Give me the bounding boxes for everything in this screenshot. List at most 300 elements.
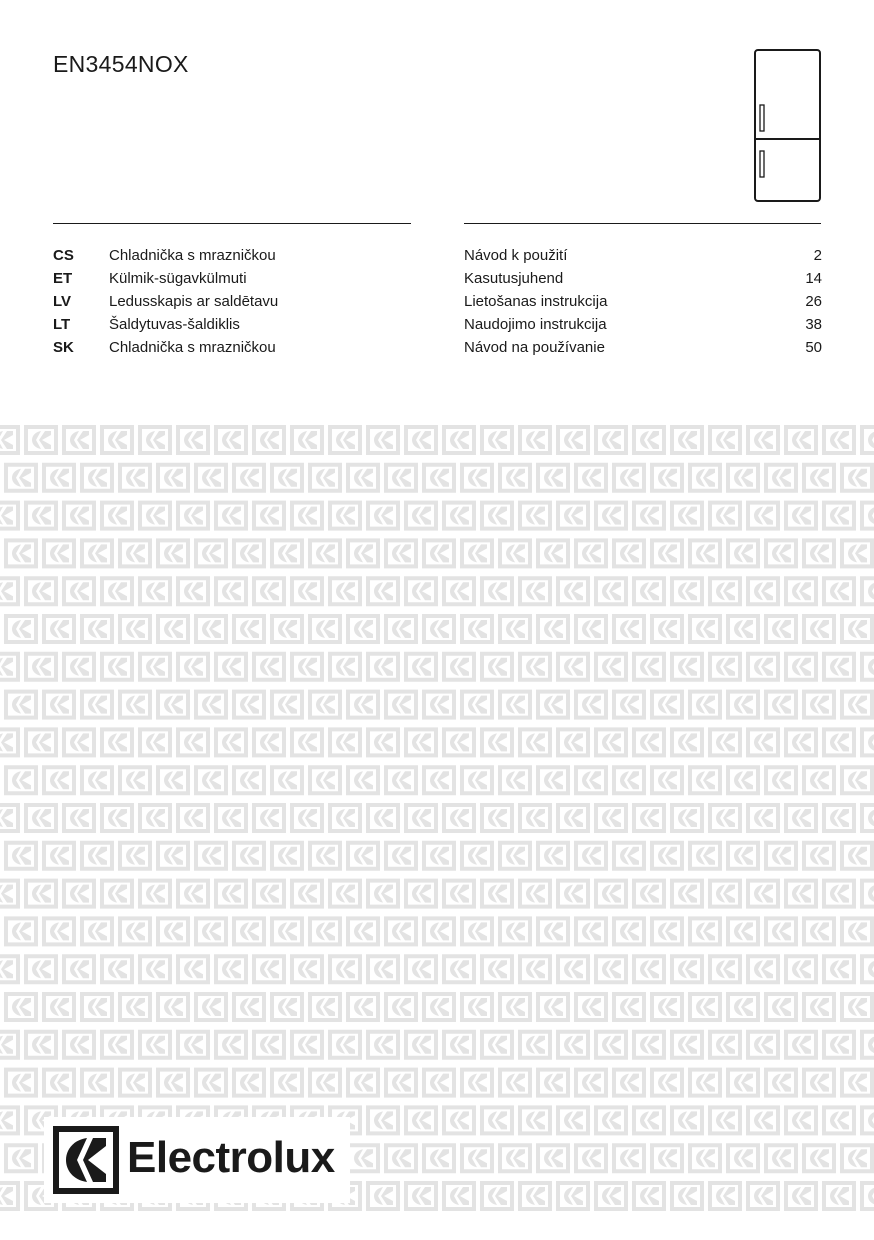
- pattern-tile: [442, 879, 476, 909]
- pattern-tile: [176, 425, 210, 455]
- pattern-tile: [24, 727, 58, 757]
- pattern-tile: [42, 538, 76, 568]
- pattern-tile: [308, 463, 342, 493]
- pattern-tile: [764, 614, 798, 644]
- pattern-tile: [118, 992, 152, 1022]
- pattern-tile: [0, 1181, 20, 1211]
- pattern-tile: [232, 765, 266, 795]
- pattern-tile: [80, 463, 114, 493]
- pattern-tile: [346, 614, 380, 644]
- pattern-tile: [632, 1181, 666, 1211]
- pattern-tile: [252, 501, 286, 531]
- manual-title: Návod na používanie: [464, 339, 605, 356]
- pattern-tile: [840, 690, 874, 720]
- pattern-tile: [270, 1068, 304, 1098]
- pattern-tile: [0, 652, 20, 682]
- pattern-tile: [860, 425, 874, 455]
- pattern-tile: [156, 841, 190, 871]
- pattern-tile: [612, 765, 646, 795]
- pattern-tile: [384, 992, 418, 1022]
- pattern-tile: [594, 425, 628, 455]
- pattern-tile: [632, 425, 666, 455]
- pattern-tile: [632, 879, 666, 909]
- pattern-tile: [290, 1030, 324, 1060]
- pattern-tile: [290, 803, 324, 833]
- pattern-tile: [764, 538, 798, 568]
- pattern-tile: [460, 1143, 494, 1173]
- pattern-tile: [632, 652, 666, 682]
- pattern-tile: [62, 1030, 96, 1060]
- pattern-tile: [802, 841, 836, 871]
- pattern-tile: [746, 501, 780, 531]
- product-name: Ledusskapis ar saldētavu: [109, 293, 279, 310]
- pattern-tile: [0, 1105, 20, 1135]
- pattern-tile: [688, 614, 722, 644]
- pattern-tile: [746, 1181, 780, 1211]
- pattern-tile: [594, 501, 628, 531]
- pattern-tile: [518, 576, 552, 606]
- pattern-tile: [308, 538, 342, 568]
- pattern-tile: [42, 614, 76, 644]
- pattern-tile: [460, 916, 494, 946]
- pattern-tile: [252, 1030, 286, 1060]
- pattern-tile: [764, 1068, 798, 1098]
- manual-title: Kasutusjuhend: [464, 270, 564, 287]
- pattern-tile: [650, 992, 684, 1022]
- pattern-tile: [708, 576, 742, 606]
- pattern-tile: [764, 463, 798, 493]
- pattern-tile: [194, 690, 228, 720]
- pattern-tile: [442, 1030, 476, 1060]
- pattern-tile: [746, 879, 780, 909]
- pattern-tile: [62, 501, 96, 531]
- pattern-tile: [784, 954, 818, 984]
- pattern-tile: [138, 652, 172, 682]
- pattern-tile: [404, 1105, 438, 1135]
- pattern-tile: [726, 614, 760, 644]
- pattern-tile: [80, 841, 114, 871]
- pattern-tile: [404, 954, 438, 984]
- product-name: Chladnička s mrazničkou: [109, 247, 276, 264]
- pattern-tile: [0, 576, 20, 606]
- pattern-tile: [802, 1143, 836, 1173]
- pattern-tile: [670, 576, 704, 606]
- pattern-tile: [632, 501, 666, 531]
- pattern-tile: [404, 576, 438, 606]
- pattern-tile: [460, 992, 494, 1022]
- pattern-tile: [726, 992, 760, 1022]
- pattern-tile: [232, 690, 266, 720]
- pattern-tile: [460, 538, 494, 568]
- pattern-tile: [442, 1181, 476, 1211]
- pattern-tile: [384, 841, 418, 871]
- pattern-tile: [346, 841, 380, 871]
- pattern-tile: [176, 576, 210, 606]
- pattern-tile: [176, 727, 210, 757]
- pattern-tile: [802, 614, 836, 644]
- pattern-tile: [118, 916, 152, 946]
- pattern-tile: [746, 727, 780, 757]
- pattern-tile: [232, 916, 266, 946]
- pattern-tile: [480, 727, 514, 757]
- pattern-tile: [612, 614, 646, 644]
- pattern-tile: [100, 727, 134, 757]
- pattern-tile: [556, 501, 590, 531]
- pattern-tile: [688, 916, 722, 946]
- pattern-tile: [670, 652, 704, 682]
- pattern-tile: [328, 879, 362, 909]
- pattern-tile: [802, 690, 836, 720]
- pattern-tile: [802, 916, 836, 946]
- pattern-tile: [328, 425, 362, 455]
- pattern-tile: [822, 425, 856, 455]
- pattern-tile: [384, 1068, 418, 1098]
- pattern-tile: [384, 463, 418, 493]
- pattern-tile: [708, 879, 742, 909]
- pattern-tile: [708, 1030, 742, 1060]
- pattern-tile: [346, 916, 380, 946]
- pattern-tile: [80, 1068, 114, 1098]
- brand-wordmark: Electrolux: [127, 1133, 335, 1182]
- pattern-tile: [536, 1068, 570, 1098]
- pattern-tile: [726, 463, 760, 493]
- pattern-tile: [80, 690, 114, 720]
- pattern-tile: [556, 652, 590, 682]
- pattern-tile: [80, 614, 114, 644]
- pattern-tile: [594, 879, 628, 909]
- pattern-tile: [442, 501, 476, 531]
- pattern-tile: [290, 727, 324, 757]
- pattern-tile: [650, 463, 684, 493]
- pattern-tile: [366, 425, 400, 455]
- pattern-tile: [860, 803, 874, 833]
- pattern-tile: [480, 1030, 514, 1060]
- pattern-tile: [308, 690, 342, 720]
- pattern-tile: [366, 727, 400, 757]
- pattern-tile: [746, 803, 780, 833]
- pattern-tile: [650, 1143, 684, 1173]
- pattern-tile: [688, 992, 722, 1022]
- pattern-tile: [650, 614, 684, 644]
- pattern-tile: [460, 690, 494, 720]
- electrolux-logo-pattern: [0, 420, 874, 1220]
- pattern-tile: [726, 690, 760, 720]
- pattern-tile: [442, 576, 476, 606]
- pattern-tile: [612, 916, 646, 946]
- pattern-tile: [4, 690, 38, 720]
- pattern-tile: [670, 1030, 704, 1060]
- pattern-tile: [270, 690, 304, 720]
- pattern-tile: [764, 841, 798, 871]
- pattern-tile: [442, 954, 476, 984]
- pattern-tile: [556, 425, 590, 455]
- product-name: Külmik-sügavkülmuti: [109, 270, 247, 287]
- pattern-tile: [840, 841, 874, 871]
- pattern-tile: [232, 463, 266, 493]
- pattern-tile: [784, 1105, 818, 1135]
- pattern-tile: [4, 614, 38, 644]
- pattern-tile: [764, 1143, 798, 1173]
- pattern-tile: [252, 425, 286, 455]
- pattern-tile: [232, 538, 266, 568]
- pattern-tile: [118, 1068, 152, 1098]
- pattern-tile: [822, 576, 856, 606]
- pattern-tile: [24, 652, 58, 682]
- page-number: 14: [805, 270, 822, 287]
- pattern-tile: [860, 727, 874, 757]
- pattern-tile: [0, 879, 20, 909]
- pattern-tile: [156, 1068, 190, 1098]
- page-number: 26: [805, 293, 822, 310]
- pattern-tile: [118, 690, 152, 720]
- pattern-tile: [118, 538, 152, 568]
- pattern-tile: [860, 1105, 874, 1135]
- language-code: CS: [53, 247, 74, 264]
- pattern-tile: [194, 463, 228, 493]
- pattern-tile: [498, 690, 532, 720]
- pattern-tile: [536, 992, 570, 1022]
- pattern-tile: [308, 1068, 342, 1098]
- pattern-tile: [328, 803, 362, 833]
- pattern-tile: [670, 1181, 704, 1211]
- pattern-tile: [708, 1105, 742, 1135]
- pattern-tile: [290, 576, 324, 606]
- pattern-tile: [62, 652, 96, 682]
- pattern-tile: [346, 538, 380, 568]
- pattern-tile: [366, 1105, 400, 1135]
- pattern-tile: [0, 803, 20, 833]
- pattern-tile: [612, 463, 646, 493]
- pattern-tile: [708, 954, 742, 984]
- pattern-tile: [308, 916, 342, 946]
- pattern-tile: [822, 1030, 856, 1060]
- pattern-tile: [518, 501, 552, 531]
- pattern-tile: [802, 463, 836, 493]
- pattern-tile: [498, 1068, 532, 1098]
- pattern-tile: [100, 501, 134, 531]
- pattern-tile: [232, 1068, 266, 1098]
- pattern-tile: [764, 916, 798, 946]
- pattern-tile: [708, 727, 742, 757]
- pattern-tile: [62, 727, 96, 757]
- pattern-tile: [62, 879, 96, 909]
- pattern-tile: [670, 425, 704, 455]
- pattern-tile: [802, 765, 836, 795]
- pattern-tile: [384, 690, 418, 720]
- pattern-tile: [822, 652, 856, 682]
- electrolux-logo-icon: [53, 1126, 119, 1194]
- pattern-tile: [176, 954, 210, 984]
- pattern-tile: [100, 576, 134, 606]
- pattern-tile: [100, 954, 134, 984]
- pattern-tile: [366, 576, 400, 606]
- pattern-tile: [118, 841, 152, 871]
- language-code: LT: [53, 316, 71, 333]
- pattern-tile: [802, 992, 836, 1022]
- pattern-tile: [498, 614, 532, 644]
- pattern-tile: [422, 765, 456, 795]
- pattern-tile: [156, 614, 190, 644]
- pattern-tile: [518, 954, 552, 984]
- pattern-tile: [536, 614, 570, 644]
- pattern-tile: [422, 916, 456, 946]
- pattern-tile: [100, 425, 134, 455]
- pattern-tile: [80, 992, 114, 1022]
- pattern-tile: [252, 803, 286, 833]
- pattern-tile: [270, 538, 304, 568]
- pattern-tile: [860, 1030, 874, 1060]
- pattern-tile: [708, 652, 742, 682]
- pattern-tile: [784, 803, 818, 833]
- pattern-tile: [556, 727, 590, 757]
- pattern-tile: [784, 501, 818, 531]
- pattern-tile: [840, 992, 874, 1022]
- pattern-tile: [650, 916, 684, 946]
- pattern-tile: [156, 765, 190, 795]
- pattern-tile: [422, 1068, 456, 1098]
- pattern-tile: [156, 992, 190, 1022]
- pattern-tile: [290, 652, 324, 682]
- pattern-tile: [138, 425, 172, 455]
- pattern-tile: [62, 803, 96, 833]
- pattern-tile: [442, 727, 476, 757]
- pattern-tile: [404, 803, 438, 833]
- pattern-tile: [346, 463, 380, 493]
- pattern-tile: [556, 576, 590, 606]
- pattern-tile: [366, 501, 400, 531]
- pattern-tile: [594, 576, 628, 606]
- pattern-tile: [214, 425, 248, 455]
- pattern-tile: [290, 501, 324, 531]
- pattern-tile: [536, 538, 570, 568]
- pattern-tile: [194, 992, 228, 1022]
- pattern-tile: [670, 501, 704, 531]
- pattern-tile: [822, 954, 856, 984]
- pattern-tile: [138, 1030, 172, 1060]
- pattern-tile: [328, 576, 362, 606]
- pattern-tile: [574, 614, 608, 644]
- pattern-tile: [232, 614, 266, 644]
- pattern-tile: [404, 501, 438, 531]
- pattern-tile: [42, 841, 76, 871]
- pattern-tile: [822, 803, 856, 833]
- pattern-tile: [194, 538, 228, 568]
- pattern-tile: [670, 803, 704, 833]
- pattern-tile: [784, 425, 818, 455]
- pattern-tile: [214, 727, 248, 757]
- pattern-tile: [42, 690, 76, 720]
- pattern-tile: [650, 690, 684, 720]
- pattern-tile: [346, 1143, 380, 1173]
- pattern-tile: [746, 576, 780, 606]
- pattern-tile: [650, 765, 684, 795]
- pattern-tile: [688, 463, 722, 493]
- pattern-tile: [746, 652, 780, 682]
- pattern-tile: [460, 841, 494, 871]
- pattern-tile: [214, 803, 248, 833]
- pattern-tile: [480, 501, 514, 531]
- pattern-tile: [366, 1181, 400, 1211]
- pattern-tile: [784, 879, 818, 909]
- pattern-tile: [784, 1030, 818, 1060]
- pattern-tile: [366, 1030, 400, 1060]
- page-number: 38: [805, 316, 822, 333]
- pattern-tile: [822, 1105, 856, 1135]
- pattern-tile: [612, 690, 646, 720]
- page-number: 50: [805, 339, 822, 356]
- pattern-tile: [726, 916, 760, 946]
- pattern-tile: [518, 803, 552, 833]
- pattern-tile: [670, 1105, 704, 1135]
- pattern-tile: [612, 841, 646, 871]
- pattern-tile: [480, 954, 514, 984]
- pattern-tile: [118, 765, 152, 795]
- pattern-tile: [632, 727, 666, 757]
- pattern-tile: [308, 765, 342, 795]
- pattern-tile: [422, 992, 456, 1022]
- pattern-tile: [594, 1181, 628, 1211]
- pattern-tile: [802, 538, 836, 568]
- pattern-tile: [328, 652, 362, 682]
- pattern-tile: [442, 425, 476, 455]
- pattern-tile: [840, 1068, 874, 1098]
- pattern-tile: [650, 538, 684, 568]
- pattern-tile: [62, 425, 96, 455]
- pattern-tile: [480, 576, 514, 606]
- product-name: Chladnička s mrazničkou: [109, 339, 276, 356]
- pattern-tile: [480, 652, 514, 682]
- pattern-tile: [612, 992, 646, 1022]
- pattern-tile: [270, 463, 304, 493]
- pattern-tile: [156, 916, 190, 946]
- pattern-tile: [632, 803, 666, 833]
- pattern-tile: [632, 1105, 666, 1135]
- page-number: 2: [813, 247, 822, 264]
- pattern-tile: [422, 690, 456, 720]
- pattern-tile: [252, 954, 286, 984]
- pattern-tile: [100, 879, 134, 909]
- pattern-tile: [194, 1068, 228, 1098]
- pattern-tile: [574, 765, 608, 795]
- pattern-tile: [632, 1030, 666, 1060]
- pattern-tile: [384, 1143, 418, 1173]
- fridge-freezer-icon: [754, 49, 822, 203]
- pattern-tile: [594, 652, 628, 682]
- pattern-tile: [138, 501, 172, 531]
- pattern-tile: [214, 1030, 248, 1060]
- pattern-tile: [498, 992, 532, 1022]
- pattern-tile: [80, 916, 114, 946]
- pattern-tile: [62, 576, 96, 606]
- pattern-tile: [442, 803, 476, 833]
- pattern-tile: [24, 1030, 58, 1060]
- pattern-tile: [214, 501, 248, 531]
- pattern-tile: [708, 803, 742, 833]
- pattern-tile: [62, 954, 96, 984]
- pattern-tile: [290, 425, 324, 455]
- pattern-tile: [860, 652, 874, 682]
- pattern-tile: [612, 1068, 646, 1098]
- pattern-tile: [574, 538, 608, 568]
- pattern-tile: [290, 954, 324, 984]
- pattern-tile: [574, 992, 608, 1022]
- pattern-tile: [366, 803, 400, 833]
- manual-title: Naudojimo instrukcija: [464, 316, 607, 333]
- pattern-tile: [270, 614, 304, 644]
- pattern-tile: [860, 879, 874, 909]
- pattern-tile: [404, 1181, 438, 1211]
- pattern-tile: [784, 727, 818, 757]
